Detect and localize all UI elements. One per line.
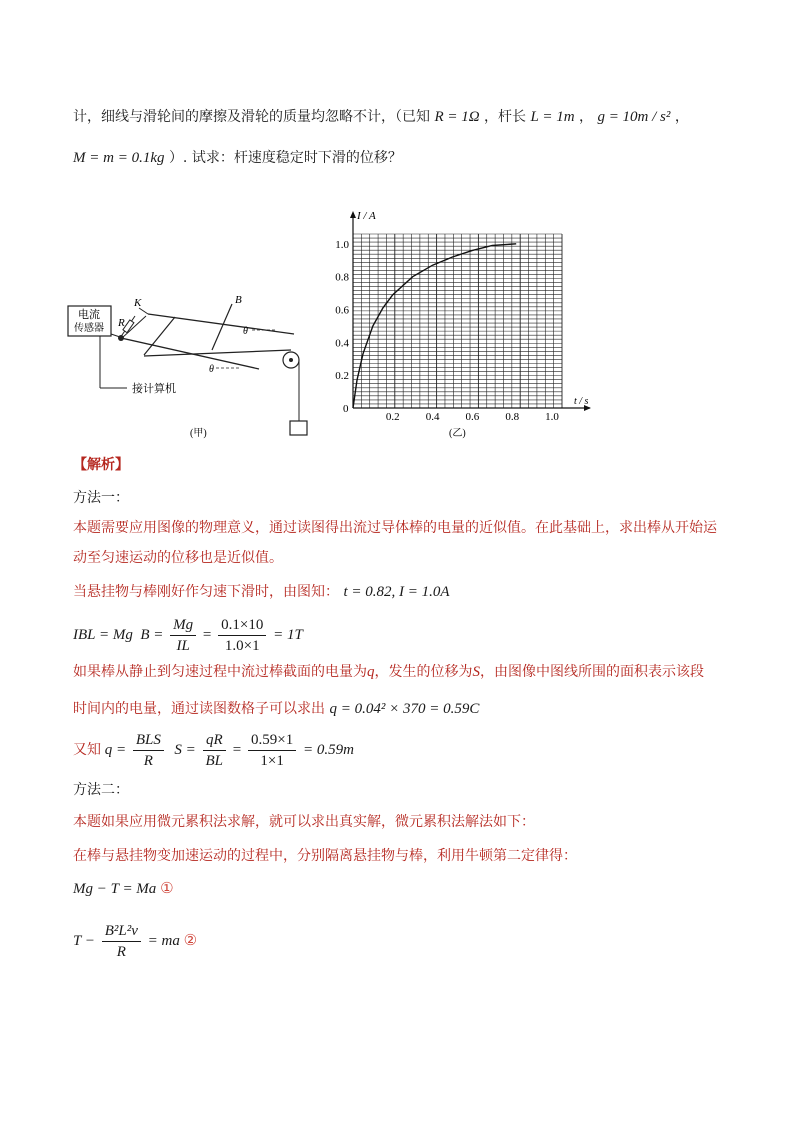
m2-para1: 本题如果应用微元累积法求解，就可以求出真实解，微元累积法解法如下： — [73, 814, 535, 830]
conductor-bar — [144, 350, 291, 356]
figure-apparatus — [62, 290, 324, 442]
math-q-calc: q = 0.04² × 370 = 0.59C — [329, 701, 480, 717]
x-tick-label: 0.2 — [385, 411, 400, 423]
sensor-label-2: 传感器 — [74, 323, 104, 334]
label-B: B — [235, 294, 242, 306]
x-tick-label: 0.6 — [465, 411, 480, 423]
fraction-BLS-R: $\frac{\text{BLS}}{R}$ — [133, 731, 164, 770]
method2-title: 方法二： — [73, 782, 129, 798]
y-tick-label: 0.2 — [335, 370, 349, 383]
computer-label: 接计算机 — [132, 383, 176, 395]
math-L: L = 1m — [530, 109, 575, 125]
m1-para3-a: 如果棒从静止到匀速过程中流过棒截面的电量为q，发生的位移为S，由图像中图线所围的面积表示该段 — [73, 664, 704, 680]
current-curve — [353, 244, 516, 408]
y-tick-label: 0.6 — [335, 304, 349, 317]
m1-para1-b: 动至匀速运动的位移也是近似值。 — [73, 550, 283, 566]
fraction-Mg-IL: $\frac{Mg}{IL}$ — [170, 616, 196, 655]
fraction-numeric-2: $\frac{0.59\times 1}{1\times 1}$ — [248, 731, 296, 770]
problem-line-1: 计，细线与滑轮间的摩擦及滑轮的质量均忽略不计，（已知 R = 1Ω ，杆长 L = 1m ， g = 10m / s² ， — [73, 109, 689, 125]
math-R: R = 1Ω — [434, 109, 480, 125]
method1-title: 方法一： — [73, 490, 129, 506]
y-tick-label: 1.0 — [335, 238, 349, 251]
x-tick-label: 0.8 — [505, 411, 520, 423]
label-R: R — [118, 317, 125, 329]
lower-rail — [121, 338, 259, 369]
x-tick-label: 0.4 — [425, 411, 440, 423]
math-t-I: t = 0.82, I = 1.0A — [343, 584, 450, 600]
chart-ylabel: I / A — [357, 210, 376, 222]
chart-xlabel: t / s — [574, 396, 589, 407]
current-time-chart — [328, 205, 598, 443]
fraction-qR-BL: $\frac{qR}{BL}$ — [203, 731, 227, 770]
label-K: K — [134, 297, 142, 309]
caption-yi: (乙) — [449, 428, 466, 439]
problem-line-2: M = m = 0.1kg ）. 试求：杆速度稳定时下滑的位移？ — [73, 150, 402, 166]
hanging-mass — [290, 421, 307, 435]
y-tick-label: 0.8 — [335, 271, 349, 284]
fraction-B2L2v-R: $\frac{\text{B²L²v}}{R}$ — [102, 922, 141, 961]
m1-para2: 当悬挂物与棒刚好作匀速下滑时，由图知： t = 0.82, I = 1.0A — [73, 584, 450, 600]
x-tick-label: 1.0 — [545, 411, 559, 423]
eq-marker-2: ② — [183, 930, 198, 949]
solution-heading: 【解析】 — [73, 457, 129, 473]
label-theta-bottom: θ — [209, 364, 214, 375]
m1-para3-b: 时间内的电量，通过读图数格子可以求出 q = 0.04² × 370 = 0.59C — [73, 701, 480, 717]
label-theta-top: θ — [243, 326, 248, 337]
field-line-2 — [212, 304, 232, 350]
sensor-label-1: 电流 — [78, 309, 100, 321]
equation-1: IBL = Mg B = $\frac{Mg}{IL}$ = $\frac{0.1\times 10}{1.0\times 1}$ = 1T — [73, 617, 303, 654]
equation-3: Mg − T = Ma ① — [73, 879, 174, 897]
eq-marker-1: ① — [160, 879, 174, 897]
math-g: g = 10m / s² — [597, 109, 671, 125]
caption-jia: (甲) — [190, 428, 207, 439]
equation-2: 又知 q = $\frac{\text{BLS}}{R}$ S = $\frac{qR}{BL}$ = $\frac{0.59\times 1}{1\times 1}$ = 0.59m — [73, 732, 354, 769]
y-axis-arrow — [350, 211, 356, 218]
m1-para1-a: 本题需要应用图像的物理意义，通过读图得出流过导体棒的电量的近似值。在此基础上，求出棒从开始运 — [73, 520, 717, 536]
fraction-numeric-1: $\frac{0.1\times 10}{1.0\times 1}$ — [218, 616, 266, 655]
chart-grid — [353, 234, 562, 408]
equation-4: T − $\frac{\text{B²L²v}}{R}$ = ma ② — [73, 923, 198, 960]
chart-origin: 0 — [343, 403, 349, 415]
m2-para2: 在棒与悬挂物变加速运动的过程中，分别隔离悬挂物与棒，利用牛顿第二定律得： — [73, 848, 577, 864]
math-M: M = m = 0.1kg — [73, 150, 165, 166]
y-tick-label: 0.4 — [335, 337, 349, 350]
